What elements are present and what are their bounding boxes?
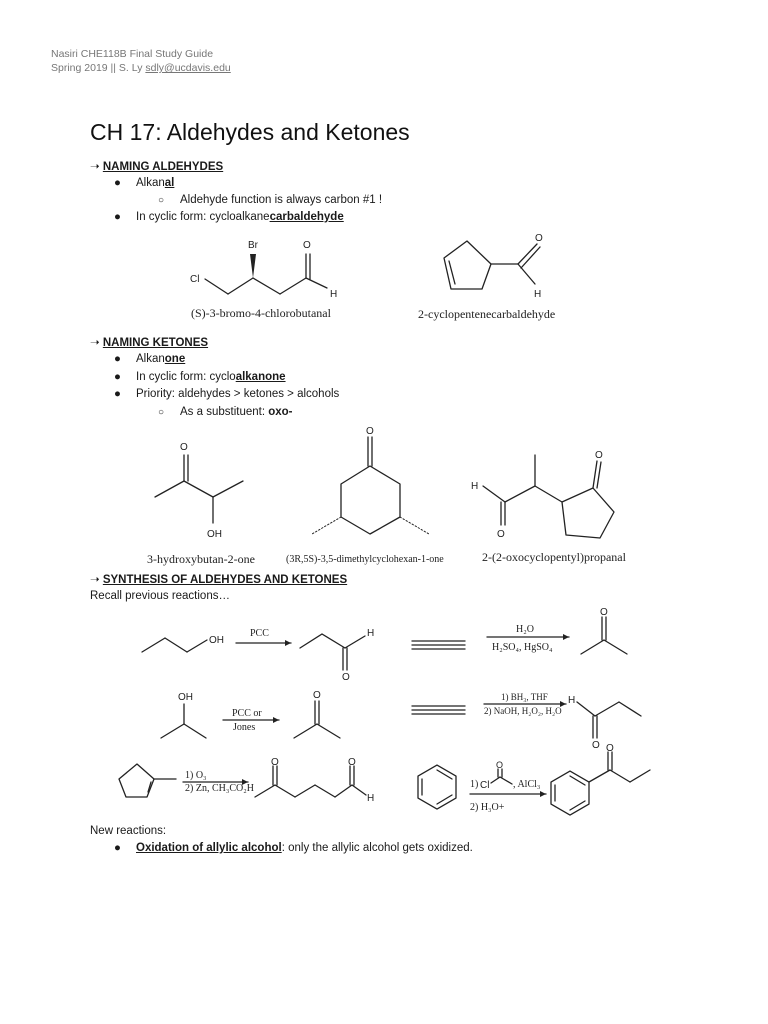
- structure-caption: (S)-3-bromo-4-chlorobutanal: [191, 306, 331, 320]
- structure-caption: 2-cyclopentenecarbaldehyde: [418, 307, 556, 321]
- arrow-icon: ➝: [90, 161, 100, 173]
- item-text: In cyclic form: cyclo: [136, 371, 236, 383]
- structure-caption: (3R,5S)-3,5-dimethylcyclohexan-1-one: [286, 554, 444, 565]
- reagent-label: 1) O₃: [185, 770, 207, 781]
- email-link[interactable]: sdly@ucdavis.edu: [145, 62, 231, 74]
- item-text: Priority: aldehydes > ketones > alcohols: [136, 388, 340, 400]
- reaction-pcc-jones: [161, 690, 340, 738]
- atom-label: O: [497, 529, 505, 540]
- molecule-dimethylcyclohexanone: [286, 426, 444, 565]
- item-text: Alkan: [136, 353, 165, 365]
- structure-caption: 2-(2-oxocyclopentyl)propanal: [482, 550, 626, 564]
- reaction-alkyne-hydration: [412, 607, 627, 654]
- circle-bullet-icon: ○: [158, 195, 165, 206]
- atom-label: O: [303, 240, 311, 251]
- atom-label: H: [471, 481, 479, 492]
- section-heading: SYNTHESIS OF ALDEHYDES AND KETONES: [102, 574, 348, 586]
- atom-label: O: [271, 757, 279, 768]
- molecule-cyclopentenecarbaldehyde: [418, 233, 555, 321]
- section-heading: NAMING KETONES: [102, 337, 209, 349]
- item-text: : only the allylic alcohol gets oxidized.: [281, 842, 473, 854]
- atom-label: Cl: [480, 780, 490, 791]
- bullet-icon: ●: [114, 211, 121, 223]
- reagent-label: 1): [470, 779, 479, 790]
- atom-label: O: [535, 233, 543, 244]
- atom-label: O: [348, 757, 356, 768]
- atom-label: O: [496, 760, 504, 770]
- item-bold: carbaldehyde: [269, 211, 344, 223]
- atom-label: OH: [178, 692, 193, 703]
- atom-label: O: [592, 740, 600, 751]
- atom-label: O: [313, 690, 321, 701]
- reagent-label: 2) NaOH, H₂O₂, H₂O: [484, 706, 562, 716]
- bullet-icon: ●: [114, 371, 121, 383]
- item-bold: al: [164, 177, 175, 189]
- atom-label: O: [342, 672, 350, 683]
- atom-label: O: [600, 607, 608, 618]
- bullet-icon: ●: [114, 177, 121, 189]
- molecule-bromochlorobutanal: [190, 240, 337, 320]
- bullet-icon: ●: [114, 353, 121, 365]
- item-text: Alkan: [136, 177, 165, 189]
- atom-label: O: [366, 426, 374, 437]
- new-reactions-label: New reactions:: [90, 825, 167, 837]
- item-bold: one: [164, 353, 186, 365]
- atom-label: O: [606, 743, 614, 754]
- item-text: Aldehyde function is always carbon #1 !: [180, 194, 383, 206]
- atom-label: Br: [248, 240, 258, 251]
- section-heading: NAMING ALDEHYDES: [102, 161, 224, 173]
- atom-label: H: [568, 695, 576, 706]
- molecule-hydroxybutanone: [147, 442, 255, 566]
- reagent-label: H₂O: [516, 624, 534, 635]
- bullet-icon: ●: [114, 842, 121, 854]
- atom-label: H: [534, 289, 542, 300]
- item-bold: alkanone: [235, 371, 286, 383]
- atom-label: OH: [209, 635, 224, 646]
- header-line-1: Nasiri CHE118B Final Study Guide: [51, 48, 214, 60]
- reagent-label: 2) H₃O+: [470, 802, 505, 813]
- atom-label: O: [180, 442, 188, 453]
- item-bold: oxo-: [268, 406, 293, 418]
- reagent-label: Jones: [233, 722, 256, 733]
- reaction-friedel-crafts: [418, 743, 650, 815]
- recall-text: Recall previous reactions…: [90, 590, 230, 602]
- molecule-oxocyclopentylpropanal: [471, 450, 627, 564]
- reagent-label: PCC or: [232, 708, 262, 719]
- atom-label: H: [330, 289, 338, 300]
- item-bold: Oxidation of allylic alcohol: [136, 842, 282, 854]
- reagent-label: , AlCl₃: [513, 779, 541, 790]
- reagent-label: PCC: [250, 628, 269, 639]
- atom-label: O: [595, 450, 603, 461]
- arrow-icon: ➝: [90, 337, 100, 349]
- item-text: As a substituent:: [180, 406, 269, 418]
- page-title: CH 17: Aldehydes and Ketones: [90, 119, 410, 145]
- arrow-icon: ➝: [90, 574, 100, 586]
- circle-bullet-icon: ○: [158, 407, 165, 418]
- item-text: In cyclic form: cycloalkane: [136, 211, 270, 223]
- reagent-label: H₂SO₄, HgSO₄: [492, 642, 553, 653]
- reagent-label: 2) Zn, CH₃CO₂H: [185, 783, 254, 794]
- bullet-icon: ●: [114, 388, 121, 400]
- reagent-label: 1) BH₃, THF: [501, 692, 548, 702]
- atom-label: Cl: [190, 274, 200, 285]
- atom-label: OH: [207, 529, 222, 540]
- atom-label: H: [367, 628, 375, 639]
- header-line-2-text: Spring 2019 || S. Ly: [51, 62, 146, 74]
- atom-label: H: [367, 793, 375, 804]
- structure-caption: 3-hydroxybutan-2-one: [147, 552, 255, 566]
- reaction-ozonolysis: [119, 757, 374, 804]
- reaction-pcc-oxidation: [142, 628, 374, 683]
